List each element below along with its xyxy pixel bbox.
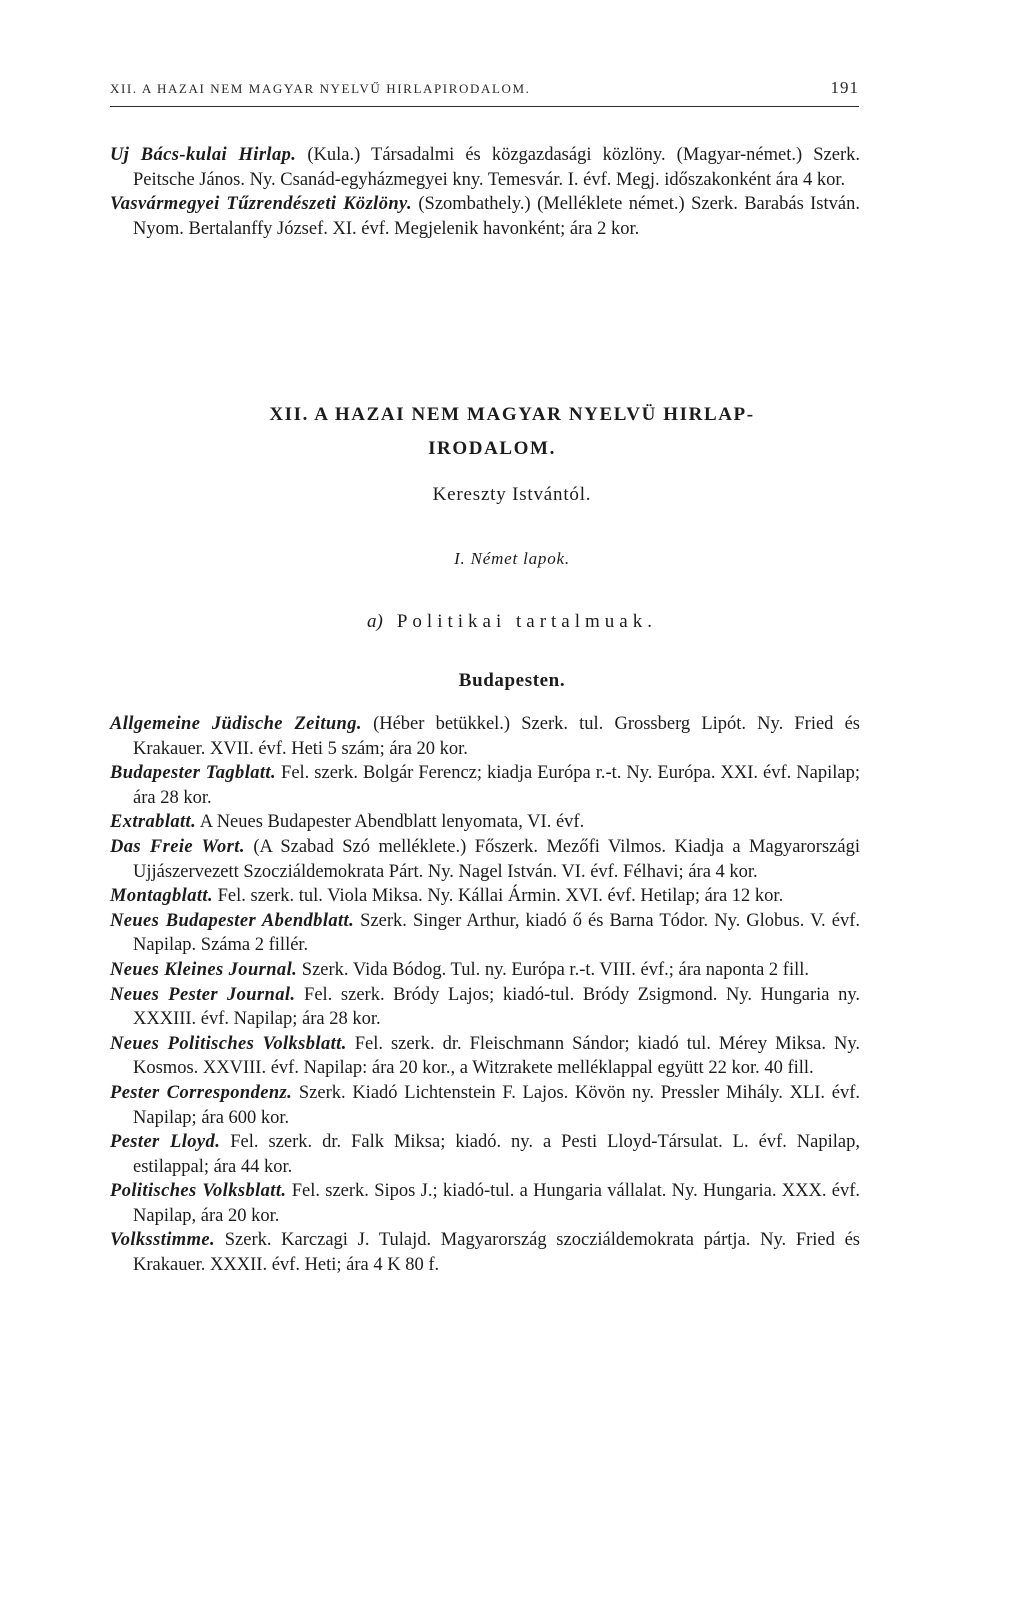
list-item [110,1032,860,1081]
running-head-title: XII. A HAZAI NEM MAGYAR NYELVŰ HIRLAPIRODALOM. [110,81,531,96]
entry-title: Extrablatt. [110,812,197,833]
entry-title: Uj Bács-kulai Hirlap. [110,145,297,165]
list-item [110,1228,860,1277]
list-item [110,1179,860,1228]
list-item [110,884,860,909]
entry-text: Szerk. Karczagi J. Tulajd. Magyarország szocziáldemokrata pártja. Ny. Fried és Krakauer. XXXII. évf. Heti; ára 4 K 80 f. [133,1230,860,1276]
entry-title: Neues Budapester Abendblatt. [110,910,355,931]
running-head [110,78,859,98]
entry-title: Neues Kleines Journal. [110,959,298,980]
entry-text: Szerk. Kiadó Lichtenstein F. Lajos. Kövön ny. Pressler Mihály. XLI. évf. Napilap; ára 600 kor. [133,1082,860,1128]
entry-title: Pester Correspondenz. [110,1082,293,1103]
entry-title: Allgemeine Jüdische Zeitung. [110,714,362,734]
entry-title: Politisches Volksblatt. [110,1181,287,1202]
entry-title: Montagblatt. [110,886,213,907]
entry-text: (A Szabad Szó melléklete.) Főszerk. Mezőfi Vilmos. Kiadja a Magyarországi Ujjászervezett Szocziáldemokrata Párt. Ny. Nagel István. VI. évf. Félhavi; ára 4 kor. [133,836,860,882]
list-item [110,983,860,1032]
entry-title: Das Freie Wort. [110,836,245,857]
author-line: Kereszty Istvántól. [432,484,592,505]
entry-text: Fel. szerk. Sipos J.; kiadó-tul. a Hungaria vállalat. Ny. Hungaria. XXX. évf. Napilap, ára 20 kor. [133,1181,860,1226]
subsection-heading [0,611,1024,633]
entries-top [110,143,860,241]
list-item [110,958,860,983]
page-number: 191 [830,78,859,97]
list-item [110,1130,860,1179]
list-item [110,143,860,192]
subsection-marker: a) [367,611,383,632]
entry-title: Volksstimme. [110,1230,216,1251]
list-item [110,1081,860,1130]
header-rule [110,106,859,107]
subsection-label: Politikai tartalmuak. [396,611,657,632]
entry-text: Fel. szerk. dr. Falk Miksa; kiadó. ny. a Pesti Lloyd-Társulat. L. évf. Napilap, estilappal; ára 44 kor. [133,1132,860,1177]
entry-title: Neues Politisches Volksblatt. [110,1033,347,1054]
list-item [110,761,860,810]
list-item [110,909,860,958]
entry-title: Budapester Tagblatt. [110,763,277,784]
subsection-title: I. Német lapok. [454,549,570,568]
entry-text: (Héber betükkel.) Szerk. tul. Grossberg Lipót. Ny. Fried és Krakauer. XVII. évf. Heti 5 szám; ára 20 kor. [133,714,860,759]
entry-text: (Szombathely.) (Melléklete német.) Szerk. Barabás István. Nyom. Bertalanffy József. XI. évf. Megjelenik havonként; ára 2 kor. [133,194,860,239]
list-item [110,835,860,884]
entry-text: A Neues Budapester Abendblatt lenyomata, VI. évf. [196,812,585,833]
entry-text: Fel. szerk. dr. Fleischmann Sándor; kiadó tul. Mérey Miksa. Ny. Kosmos. XXVIII. évf. Napilap: ára 20 kor., a Witzrakete melléklappal együtt 22 kor. 40 fill. [133,1033,861,1079]
entry-text: Szerk. Singer Arthur, kiadó ő és Barna Tódor. Ny. Globus. V. évf. Napilap. Száma 2 fillér. [133,910,860,956]
list-item [110,192,860,241]
city-heading: Budapesten. [458,670,566,691]
list-item [110,712,860,761]
entry-text: Szerk. Vida Bódog. Tul. ny. Európa r.-t. VIII. évf.; ára naponta 2 fill. [297,959,809,980]
entry-title: Vasvármegyei Tűzrendészeti Közlöny. [110,194,413,215]
entry-text: Fel. szerk. Bródy Lajos; kiadó-tul. Bródy Zsigmond. Ny. Hungaria ny. XXXIII. évf. Napilap; ára 28 kor. [133,984,860,1030]
entry-text: Fel. szerk. tul. Viola Miksa. Ny. Kállai Ármin. XVI. évf. Hetilap; ára 12 kor. [212,886,784,907]
section-title-line1: XII. A HAZAI NEM MAGYAR NYELVÜ HIRLAP- [269,404,755,425]
entry-text: Fel. szerk. Bolgár Ferencz; kiadja Európa r.-t. Ny. Európa. XXI. évf. Napilap; ára 28 kor. [133,763,860,808]
section-title-line2: IRODALOM. [428,438,556,459]
entry-text: (Kula.) Társadalmi és közgazdasági közlöny. (Magyar-német.) Szerk. Peitsche János. Ny. Csanád-egyházmegyei kny. Temesvár. I. évf. Megj. időszakonként ára 4 kor. [133,145,860,190]
section-title [0,398,1024,466]
entry-title: Pester Lloyd. [110,1132,221,1153]
entries-bottom [110,712,860,1278]
list-item [110,810,860,835]
entry-title: Neues Pester Journal. [110,984,296,1005]
